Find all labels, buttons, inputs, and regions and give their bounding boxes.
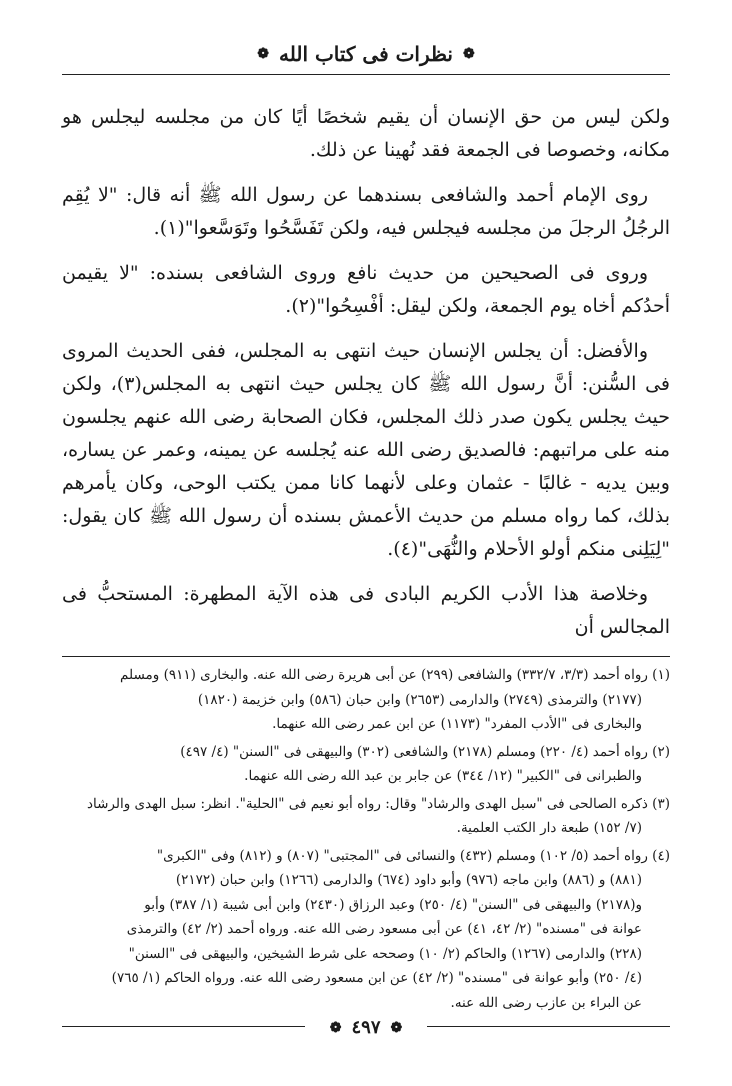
footnote-line: والطبرانى فى "الكبير" (١٢/ ٣٤٤) عن جابر بن عبد الله رضى الله عنهما. <box>244 768 642 784</box>
footnote-line: (٤/ ٢٥٠) وأبو عوانة فى "مسنده" (٢/ ٤٢) عن ابن مسعود رضى الله عنه. ورواه الحاكم (١/ ٧٦٥) <box>111 970 642 986</box>
ornament-icon: ❁ <box>390 1019 403 1036</box>
page-footer <box>62 1017 670 1038</box>
footnote-line: عوانة فى "مسنده" (٢/ ٤٢، ٤١) عن أبى مسعود رضى الله عنه. ورواه أحمد (٢/ ٤٢) والترمذى <box>126 921 642 937</box>
header-rule <box>62 74 670 75</box>
footnote-1 <box>62 663 670 737</box>
footnote-line: (٢) رواه أحمد (٤/ ٢٢٠) ومسلم (٢١٧٨) والشافعى (٣٠٢) والبيهقى فى "السنن" (٤/ ٤٩٧) <box>180 743 670 760</box>
paragraph: والأفضل: أن يجلس الإنسان حيث انتهى به المجلس، ففى الحديث المروى فى السُّنن: أنَّ رسول الله ﷺ كان يجلس حيث انتهى به المجلس(٣)، ولكن حيث يجلس يكون صدر ذلك المجلس، فكان الصحابة رضى الله عنهم يجلسون منه على مراتبهم: فالصديق رضى الله عنه يُجلسه عن يمينه، وعمر عن يساره، وبين يديه - غالبًا - عثمان وعلى لأنهما كانا ممن يكتب الوحى، وكان يأمرهم بذلك، كما رواه مسلم من حديث الأعمش بسنده أن رسول الله ﷺ كان يقول: "لِيَلِنى منكم أولو الأحلام والنُّهَى"(٤). <box>62 340 670 560</box>
ornament-icon: ❁ <box>463 46 475 62</box>
paragraph: روى الإمام أحمد والشافعى بسندهما عن رسول الله ﷺ أنه قال: "لا يُقِم الرجُلُ الرجلَ من مجلسه فيجلس فيه، ولكن تَفَسَّحُوا وتَوَسَّعوا"(١). <box>62 184 670 239</box>
footnote-line: (٨٨١) و (٨٨٦) وابن ماجه (٩٧٦) وأبو داود (٦٧٤) والدارمى (١٢٦٦) وابن حبان (٢١٧٢) <box>175 872 642 888</box>
footnote-line: (٢٢٨) والدارمى (١٢٦٧) والحاكم (٢/ ١٠) وصححه على شرط الشيخين، والبيهقى فى "السنن" <box>128 945 642 962</box>
footnote-4 <box>62 844 670 1016</box>
footnote-rule <box>62 656 670 657</box>
running-header <box>62 36 670 72</box>
header-title: نظرات فى كتاب الله <box>279 42 453 66</box>
footnote-3 <box>62 792 670 841</box>
ornament-icon: ❁ <box>329 1019 342 1036</box>
footnote-2 <box>62 740 670 789</box>
footnote-line: (١) رواه أحمد (٣/٣، ٣٣٢/٧) والشافعى (٢٩٩) عن أبى هريرة رضى الله عنه. والبخارى (٩١١) ومسلم <box>120 667 670 683</box>
footnote-line: (٧/ ١٥٢) طبعة دار الكتب العلمية. <box>456 820 642 836</box>
footnote-line: عن البراء بن عازب رضى الله عنه. <box>450 994 642 1011</box>
paragraph: وروى فى الصحيحين من حديث نافع وروى الشافعى بسنده: "لا يقيمن أحدُكم أخاه يوم الجمعة، ولكن ليقل: أفْسِحُوا"(٢). <box>62 262 670 317</box>
footnote-line: (٢١٧٧) والترمذى (٢٧٤٩) والدارمى (٢٦٥٣) وابن حبان (٥٨٦) وابن خزيمة (١٨٢٠) <box>197 691 642 708</box>
paragraph: وخلاصة هذا الأدب الكريم البادى فى هذه الآية المطهرة: المستحبُّ فى المجالس أن <box>62 583 670 638</box>
footnotes <box>62 663 670 1015</box>
ornament-icon: ❁ <box>257 46 270 62</box>
paragraph: ولكن ليس من حق الإنسان أن يقيم شخصًا أيًا كان من مجلسه ليجلس هو مكانه، وخصوصا فى الجمعة فقد نُهينا عن ذلك. <box>62 106 670 161</box>
page-number: ٤٩٧ <box>351 1017 381 1038</box>
footnote-line: (٣) ذكره الصالحى فى "سبل الهدى والرشاد" وقال: رواه أبو نعيم فى "الحلية". انظر: سبل الهدى والرشاد <box>86 795 670 812</box>
footnote-line: و(٢١٧٨) والبيهقى فى "السنن" (٤/ ٢٥٠) وعبد الرزاق (٢٤٣٠) وابن أبى شيبة (١/ ٣٨٧) وأبو <box>144 896 642 913</box>
body-text <box>62 101 670 644</box>
footnote-line: (٤) رواه أحمد (٥/ ١٠٢) ومسلم (٤٣٢) والنسائى فى "المجتبى" (٨٠٧) و (٨١٢) وفى "الكبرى" <box>156 847 670 864</box>
footnote-line: والبخارى فى "الأدب المفرد" (١١٧٣) عن ابن عمر رضى الله عنهما. <box>272 716 642 732</box>
